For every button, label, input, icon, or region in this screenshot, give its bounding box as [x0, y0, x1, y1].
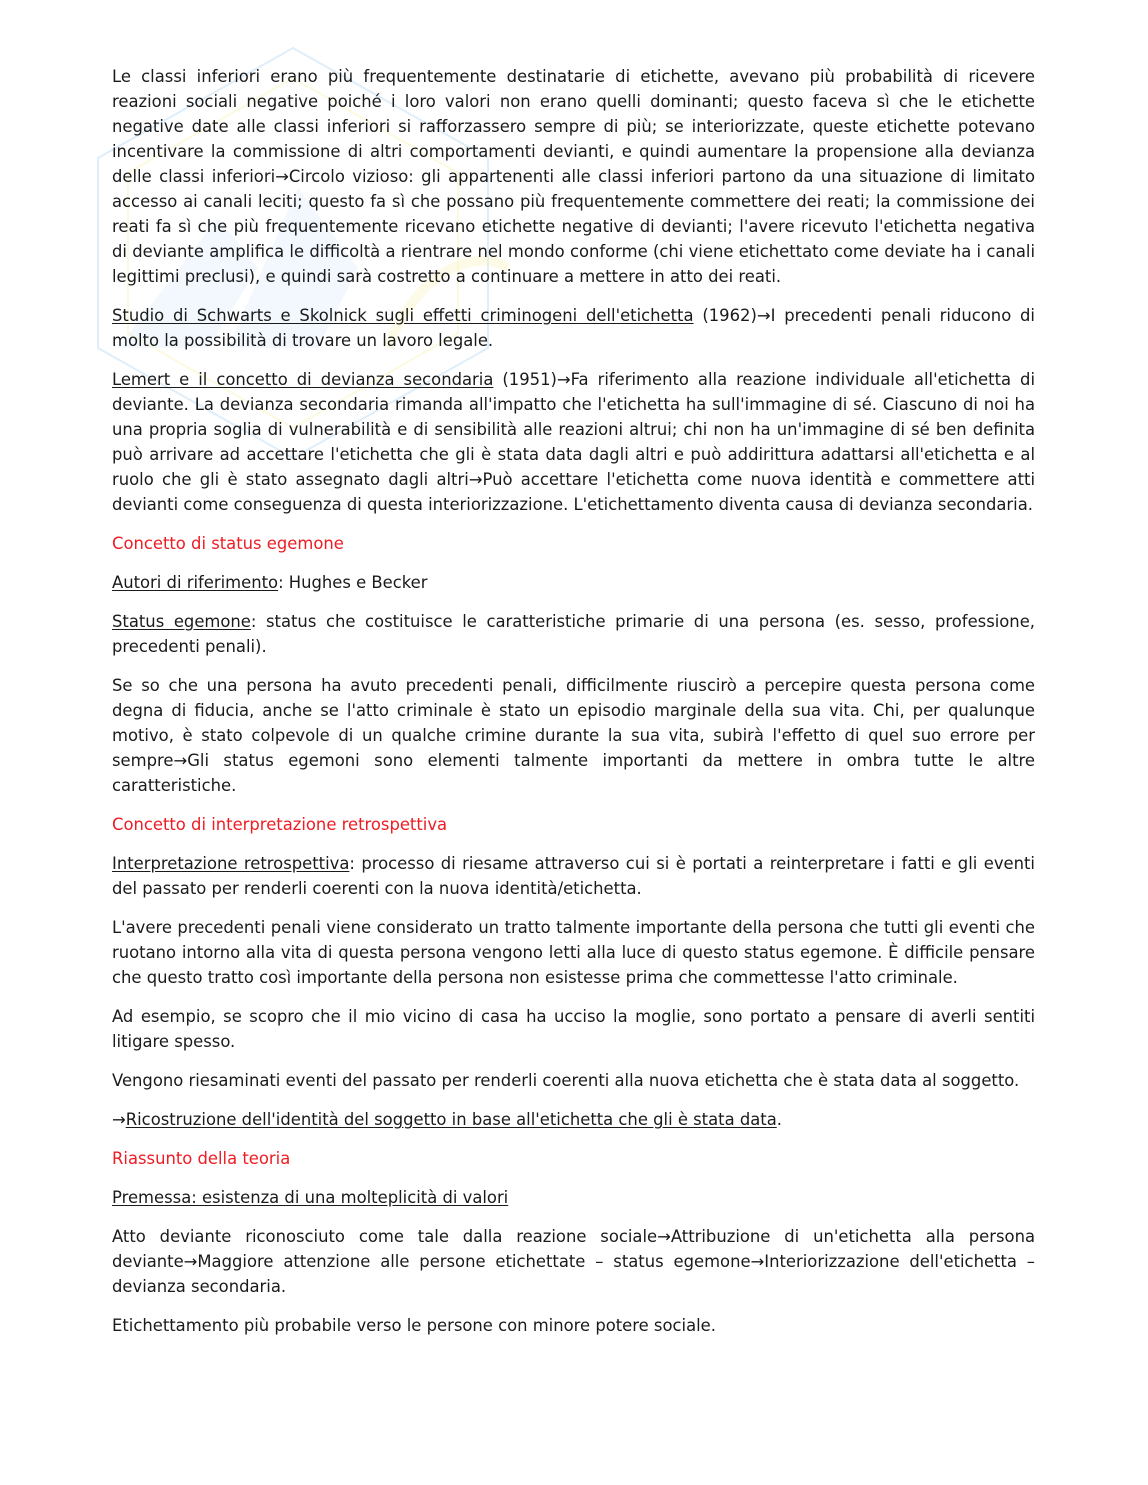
- document-page: [112, 64, 1035, 1352]
- paragraph-tratto-importante: L'avere precedenti penali viene considerato un tratto talmente importante della persona che tutti gli eventi che ruotano intorno alla vita di questa persona vengono letti alla luce di questo status egemone. È difficile pensare che questo tratto così importante della persona non esistesse prima che commettesse l'atto criminale.: [112, 918, 1035, 987]
- paragraph-precedenti-penali: Se so che una persona ha avuto precedenti penali, difficilmente riuscirò a percepire questa persona come degna di fiducia, anche se l'atto criminale è stato un episodio marginale della sua vita. Chi, per qualunque motivo, è stato colpevole di un qualche crimine durante la sua vita, subirà l'effetto di quel suo errore per sempre→Gli status egemoni sono elementi talmente importanti da mettere in ombra tutte le altre caratteristiche.: [112, 676, 1035, 795]
- heading-status-egemone: Concetto di status egemone: [112, 534, 344, 553]
- paragraph-classi-inferiori: Le classi inferiori erano più frequentemente destinatarie di etichette, avevano più probabilità di ricevere reazioni sociali negative poiché i loro valori non erano quelli dominanti; questo faceva sì che le etichette negative date alle classi inferiori si rafforzassero sempre di più; se interiorizzate, queste etichette potevano incentivare la commissione di altri comportamenti devianti, e quindi aumentare la propensione alla devianza delle classi inferiori→Circolo vizioso: gli appartenenti alle classi inferiori partono da una situazione di limitato accesso ai canali leciti; questo fa sì che possano più frequentemente commettere dei reati; la commissione dei reati fa sì che più frequentemente ricevano etichette negative di devianti; l'avere ricevuto l'etichetta negativa di deviante amplifica le difficoltà a rientrare nel mondo conforme (chi viene etichettato come deviate ha i canali legittimi preclusi), e quindi sarà costretto a continuare a mettere in atto dei reati.: [112, 67, 1035, 286]
- lemert-title: Lemert e il concetto di devianza secondaria: [112, 370, 494, 389]
- paragraph-esempio: Ad esempio, se scopro che il mio vicino di casa ha ucciso la moglie, sono portato a pensare di averli sentiti litigare spesso.: [112, 1007, 1035, 1051]
- paragraph-lemert: Lemert e il concetto di devianza secondaria (1951)→Fa riferimento alla reazione individuale all'etichetta di deviante. La devianza secondaria rimanda all'impatto che l'etichetta ha sull'immagine di sé. Ciascuno di noi ha una propria soglia di vulnerabilità e di sensibilità alle reazioni altrui; chi non ha un'immagine di sé ben definita può arrivare ad accettare l'etichetta che gli è stata data dagli altri e può addirittura adattarsi all'etichetta e al ruolo che gli è stato assegnato dagli altri→Può accettare l'etichetta come nuova identità e commettere atti devianti come conseguenza di questa interiorizzazione. L'etichettamento diventa causa di devianza secondaria.: [112, 370, 1035, 514]
- status-egemone-label: Status egemone: [112, 612, 251, 631]
- paragraph-schwarts-skolnick: Studio di Schwarts e Skolnick sugli effetti criminogeni dell'etichetta (1962)→I precedenti penali riducono di molto la possibilità di trovare un lavoro legale.: [112, 306, 1035, 350]
- paragraph-interpretazione-def: Interpretazione retrospettiva: processo di riesame attraverso cui si è portati a reinterpretare i fatti e gli eventi del passato per renderli coerenti con la nuova identità/etichetta.: [112, 854, 1035, 898]
- paragraph-riesame: Vengono riesaminati eventi del passato per renderli coerenti alla nuova etichetta che è stata data al soggetto.: [112, 1071, 1020, 1090]
- paragraph-atto-deviante: Atto deviante riconosciuto come tale dalla reazione sociale→Attribuzione di un'etichetta alla persona deviante→Maggiore attenzione alle persone etichettate – status egemone→Interiorizzazione dell'etichetta – devianza secondaria.: [112, 1227, 1035, 1296]
- study-title: Studio di Schwarts e Skolnick sugli effetti criminogeni dell'etichetta: [112, 306, 694, 325]
- paragraph-premessa: Premessa: esistenza di una molteplicità di valori: [112, 1188, 509, 1207]
- autori-label: Autori di riferimento: [112, 573, 279, 592]
- paragraph-ricostruzione: →Ricostruzione dell'identità del soggetto in base all'etichetta che gli è stata data.: [112, 1110, 782, 1129]
- paragraph-autori: Autori di riferimento: Hughes e Becker: [112, 573, 428, 592]
- paragraph-etichettamento: Etichettamento più probabile verso le persone con minore potere sociale.: [112, 1316, 716, 1335]
- interpretazione-label: Interpretazione retrospettiva: [112, 854, 350, 873]
- arrow-icon: →: [112, 1110, 126, 1129]
- heading-interpretazione-retrospettiva: Concetto di interpretazione retrospettiva: [112, 815, 448, 834]
- heading-riassunto: Riassunto della teoria: [112, 1149, 291, 1168]
- paragraph-status-egemone-def: Status egemone: status che costituisce le caratteristiche primarie di una persona (es. sesso, professione, precedenti penali).: [112, 612, 1035, 656]
